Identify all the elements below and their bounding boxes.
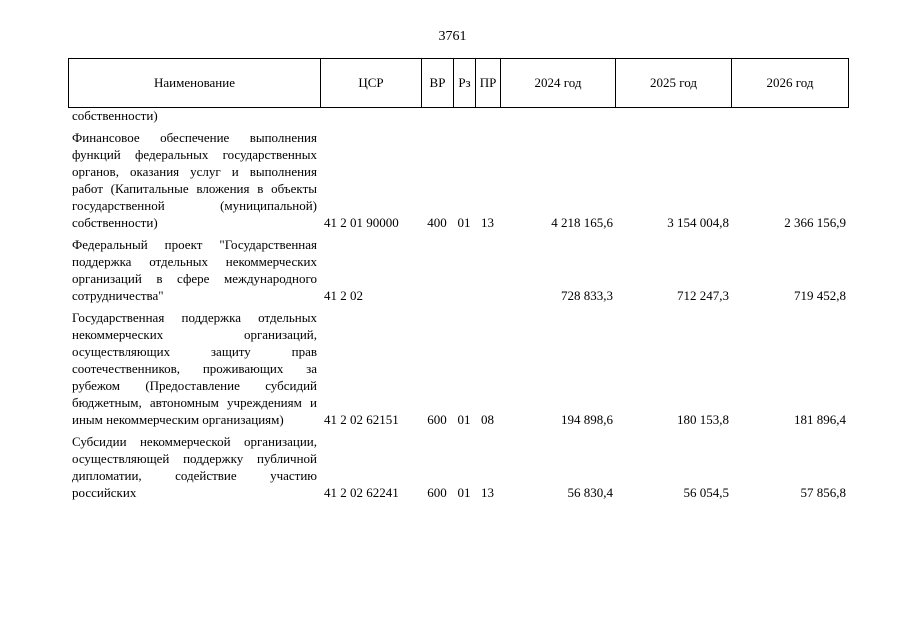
header-name: Наименование bbox=[69, 59, 321, 108]
header-csr: ЦСР bbox=[321, 59, 422, 108]
row-2026 bbox=[731, 107, 848, 124]
row-2024: 728 833,3 bbox=[561, 288, 613, 303]
header-2024: 2024 год bbox=[501, 59, 616, 108]
row-name: Государственная поддержка отдельных некоммерческих организаций, осуществляющих защиту прав соотечественников, проживающих за рубежом (Предоставление субсидий бюджетным, автономным учреждениям и иным некоммерческим организациям) bbox=[72, 310, 317, 427]
row-pr: 13 bbox=[481, 485, 494, 500]
row-2026: 2 366 156,9 bbox=[784, 215, 846, 230]
row-csr: 41 2 01 90000 bbox=[324, 215, 399, 230]
row-vr bbox=[421, 107, 453, 124]
header-pr: ПР bbox=[476, 59, 501, 108]
row-2024: 194 898,6 bbox=[561, 412, 613, 427]
table-row bbox=[68, 107, 848, 124]
row-2025: 3 154 004,8 bbox=[667, 215, 729, 230]
row-csr: 41 2 02 62241 bbox=[324, 485, 399, 500]
row-vr: 600 bbox=[427, 412, 447, 427]
header-2025: 2025 год bbox=[616, 59, 732, 108]
row-name: Финансовое обеспечение выполнения функций федеральных государственных органов, оказания услуг и выполнения работ (Капитальные вложения в объекты государственной (муниципальной) собственности) bbox=[72, 130, 317, 230]
row-2026: 719 452,8 bbox=[794, 288, 846, 303]
row-pr: 13 bbox=[481, 215, 494, 230]
page-number: 3761 bbox=[438, 29, 467, 44]
row-csr bbox=[320, 107, 421, 124]
row-rz: 01 bbox=[457, 215, 471, 230]
row-2025: 56 054,5 bbox=[683, 485, 729, 500]
row-vr bbox=[421, 231, 453, 304]
row-name: Федеральный проект "Государственная поддержка отдельных некоммерческих организаций в сфере международного сотрудничества" bbox=[72, 237, 317, 303]
row-2024: 4 218 165,6 bbox=[551, 215, 613, 230]
row-rz: 01 bbox=[457, 485, 471, 500]
row-rz bbox=[453, 231, 475, 304]
header-vr: ВР bbox=[422, 59, 454, 108]
table-body bbox=[68, 107, 848, 501]
row-2026: 57 856,8 bbox=[800, 485, 846, 500]
row-pr: 08 bbox=[481, 412, 494, 427]
row-2025: 712 247,3 bbox=[677, 288, 729, 303]
row-name: собственности) bbox=[72, 108, 158, 123]
row-rz bbox=[453, 107, 475, 124]
table-row bbox=[68, 304, 848, 428]
row-csr: 41 2 02 bbox=[324, 288, 363, 303]
row-name: Субсидии некоммерческой организации, осуществляющей поддержку публичной дипломатии, содействие участию российских bbox=[72, 434, 317, 500]
header-rz: Рз bbox=[454, 59, 476, 108]
row-rz: 01 bbox=[457, 412, 471, 427]
row-2024 bbox=[500, 107, 615, 124]
row-vr: 400 bbox=[427, 215, 447, 230]
row-2025 bbox=[615, 107, 731, 124]
row-2024: 56 830,4 bbox=[567, 485, 613, 500]
table-row bbox=[68, 428, 848, 501]
header-2026: 2026 год bbox=[732, 59, 849, 108]
table-row bbox=[68, 231, 848, 304]
table-row bbox=[68, 124, 848, 231]
table-header bbox=[68, 58, 849, 108]
row-2025: 180 153,8 bbox=[677, 412, 729, 427]
row-pr bbox=[475, 107, 500, 124]
row-2026: 181 896,4 bbox=[794, 412, 846, 427]
row-csr: 41 2 02 62151 bbox=[324, 412, 399, 427]
row-vr: 600 bbox=[427, 485, 447, 500]
row-pr bbox=[475, 231, 500, 304]
